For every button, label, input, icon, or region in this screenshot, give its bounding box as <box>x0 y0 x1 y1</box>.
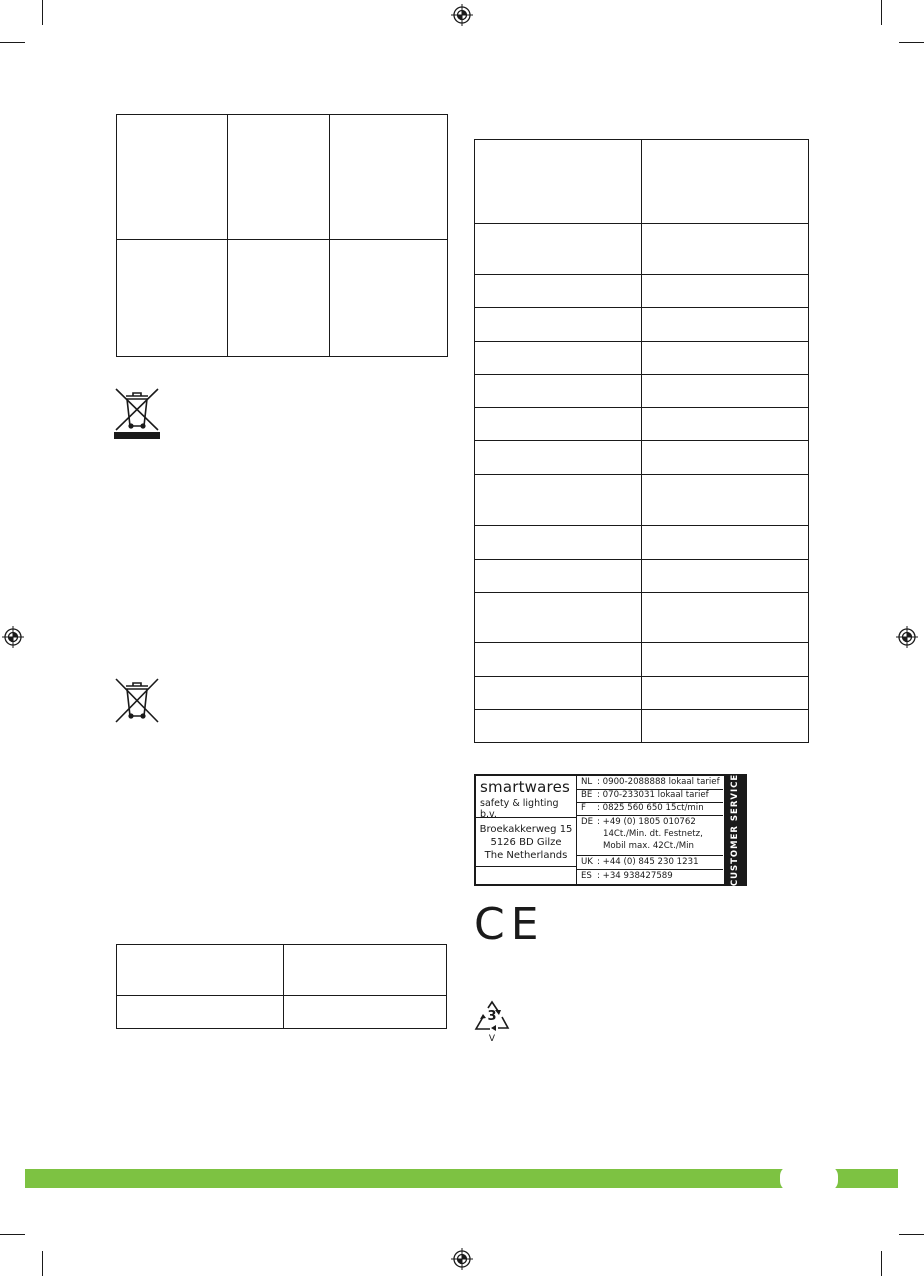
table-cell <box>475 676 642 709</box>
address-line: 5126 BD Gilze <box>490 837 562 848</box>
phone-text: 14Ct./Min. dt. Festnetz, <box>603 829 703 839</box>
company-panel <box>476 776 577 884</box>
brand-subtitle: safety & lighting b.v. <box>480 798 559 820</box>
crop-mark <box>0 1234 25 1235</box>
phone-text: +49 (0) 1805 010762 <box>602 817 696 827</box>
spec-table-top-left <box>116 114 448 357</box>
crop-mark <box>881 1251 882 1276</box>
crop-mark <box>42 1251 43 1276</box>
country-code: NL <box>581 777 593 787</box>
table-cell <box>642 525 809 559</box>
crop-mark <box>899 42 924 43</box>
table-cell <box>330 115 448 240</box>
phone-row <box>577 790 723 801</box>
phone-text: 070-233031 lokaal tarief <box>602 790 709 800</box>
ce-mark-icon: CE <box>474 899 545 950</box>
country-code: UK <box>581 857 593 867</box>
divider <box>577 815 723 816</box>
crop-mark <box>881 0 882 25</box>
customer-service-box <box>474 774 747 886</box>
phone-row <box>577 777 723 788</box>
table-cell <box>475 275 642 308</box>
address-line: Broekakkerweg 15 <box>479 824 573 835</box>
table-cell <box>642 308 809 342</box>
table-cell <box>642 642 809 676</box>
table-cell <box>117 996 284 1029</box>
separator: : <box>597 871 600 881</box>
table-cell <box>475 592 642 642</box>
table-cell <box>228 115 330 240</box>
crop-mark <box>899 1234 924 1235</box>
table-cell <box>475 375 642 408</box>
table-cell <box>475 408 642 441</box>
page-number-cutout <box>780 1166 838 1191</box>
registration-mark-icon <box>451 4 473 26</box>
address-line: The Netherlands <box>484 850 568 861</box>
registration-mark-icon <box>896 626 918 648</box>
separator: : <box>597 777 600 787</box>
phone-row <box>577 871 723 882</box>
table-cell <box>284 996 447 1029</box>
table-cell <box>642 224 809 275</box>
separator: : <box>597 817 600 827</box>
separator: : <box>597 790 600 800</box>
spec-table-bottom-left <box>116 944 447 1029</box>
table-cell <box>642 475 809 525</box>
table-cell <box>475 475 642 525</box>
country-code: F <box>581 803 586 813</box>
registration-mark-icon <box>451 1248 473 1270</box>
table-cell <box>642 342 809 375</box>
phone-row <box>577 817 723 828</box>
divider <box>577 869 723 870</box>
company-address <box>476 823 576 862</box>
table-cell <box>117 945 284 996</box>
table-cell <box>642 375 809 408</box>
table-cell <box>642 275 809 308</box>
table-cell <box>117 240 228 357</box>
table-cell <box>642 592 809 642</box>
weee-bin-with-bar-icon <box>112 386 162 440</box>
crop-mark <box>0 42 25 43</box>
table-cell <box>642 441 809 475</box>
table-cell <box>642 559 809 592</box>
table-cell <box>642 140 809 224</box>
recycle-code: V <box>488 1034 496 1044</box>
table-cell <box>475 308 642 342</box>
phone-text: 0825 560 650 15ct/min <box>602 803 704 813</box>
customer-service-side-label <box>724 773 745 887</box>
recycle-pvc-icon <box>472 1000 512 1046</box>
brand-name: smartwares <box>480 778 571 796</box>
phone-text: Mobil max. 42Ct./Min <box>603 841 695 851</box>
crop-mark <box>42 0 43 25</box>
table-cell <box>475 559 642 592</box>
phone-text: 0900-2088888 lokaal tarief <box>602 777 720 787</box>
phone-text: +34 938427589 <box>602 871 673 881</box>
spec-table-right <box>474 139 809 743</box>
table-cell <box>330 240 448 357</box>
divider <box>476 866 576 867</box>
table-cell <box>475 642 642 676</box>
table-cell <box>475 224 642 275</box>
country-code: DE <box>581 817 594 827</box>
table-cell <box>642 676 809 709</box>
table-cell <box>475 342 642 375</box>
side-label-text: CUSTOMER SERVICE <box>729 773 740 887</box>
table-cell <box>642 408 809 441</box>
table-cell <box>642 709 809 742</box>
weee-bin-icon <box>112 676 162 724</box>
table-cell <box>475 525 642 559</box>
divider <box>476 817 576 818</box>
footer-accent-bar <box>25 1169 898 1188</box>
separator: : <box>597 857 600 867</box>
country-code: BE <box>581 790 593 800</box>
phone-row <box>577 857 723 868</box>
table-cell <box>228 240 330 357</box>
recycle-number: 3 <box>487 1009 497 1024</box>
table-cell <box>117 115 228 240</box>
table-cell <box>475 140 642 224</box>
country-code: ES <box>581 871 592 881</box>
phone-row <box>577 803 723 814</box>
registration-mark-icon <box>2 626 24 648</box>
separator: : <box>597 803 600 813</box>
divider <box>577 855 723 856</box>
table-cell <box>284 945 447 996</box>
table-cell <box>475 441 642 475</box>
phone-panel <box>577 776 723 884</box>
table-cell <box>475 709 642 742</box>
phone-text: +44 (0) 845 230 1231 <box>602 857 699 867</box>
